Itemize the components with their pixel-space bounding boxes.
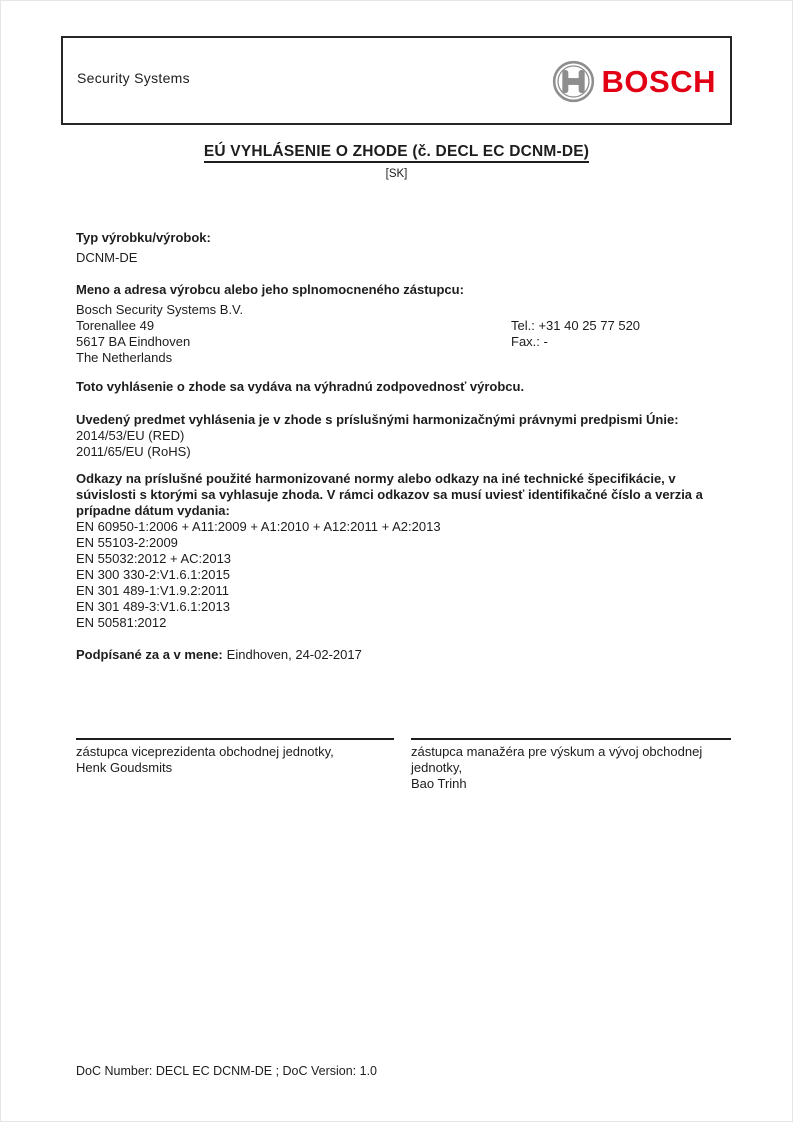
bosch-armature-icon	[552, 60, 595, 103]
manufacturer-address	[76, 302, 243, 366]
doc-number-footer: DoC Number: DECL EC DCNM-DE ; DoC Version: 1.0	[76, 1064, 378, 1078]
signatory-role: zástupca manažéra pre výskum a vývoj obchodnej jednotky,	[411, 744, 703, 775]
signatory-name: Bao Trinh	[411, 776, 467, 791]
signatory-name: Henk Goudsmits	[76, 760, 173, 775]
standard-item: EN 55032:2012 + AC:2013	[76, 551, 232, 566]
fax-value: Fax.: -	[511, 334, 548, 349]
standard-item: EN 301 489-3:V1.6.1:2013	[76, 599, 230, 614]
address-city: 5617 BA Eindhoven	[76, 334, 191, 349]
legislation-section	[76, 412, 741, 460]
product-type-label: Typ výrobku/výrobok:	[76, 230, 211, 245]
signatory-role: zástupca viceprezidenta obchodnej jednotky,	[76, 744, 334, 759]
letterhead-box	[61, 36, 732, 125]
signing-label: Podpísané za a v mene:	[76, 647, 223, 662]
address-country: The Netherlands	[76, 350, 173, 365]
contact-block	[511, 318, 640, 350]
signature-block-left	[76, 738, 394, 776]
standard-item: EN 301 489-1:V1.9.2:2011	[76, 583, 229, 598]
bosch-logotype: BOSCH	[601, 64, 716, 99]
brand-division-label: Security Systems	[77, 70, 190, 86]
address-street: Torenallee 49	[76, 318, 155, 333]
standard-item: EN 60950-1:2006 + A11:2009 + A1:2010 + A12:2011 + A2:2013	[76, 519, 441, 534]
legislation-item: 2014/53/EU (RED)	[76, 428, 185, 443]
signature-block-right	[411, 738, 731, 792]
signing-place-date: Eindhoven, 24-02-2017	[226, 647, 362, 662]
language-tag: [SK]	[385, 168, 408, 180]
manufacturer-label: Meno a adresa výrobcu alebo jeho splnomocneného zástupcu:	[76, 282, 464, 297]
product-type-value: DCNM-DE	[76, 250, 138, 265]
standards-section	[76, 471, 736, 631]
telephone-value: Tel.: +31 40 25 77 520	[511, 318, 641, 333]
standard-item: EN 300 330-2:V1.6.1:2015	[76, 567, 230, 582]
standard-item: EN 50581:2012	[76, 615, 167, 630]
manufacturer-name: Bosch Security Systems B.V.	[76, 302, 244, 317]
responsibility-statement: Toto vyhlásenie o zhode sa vydáva na výhradnú zodpovednosť výrobcu.	[76, 379, 525, 394]
signing-statement	[76, 647, 362, 663]
title-block	[1, 144, 792, 182]
legislation-label: Uvedený predmet vyhlásenia je v zhode s príslušnými harmonizačnými právnymi predpismi Únie:	[76, 412, 679, 427]
standard-item: EN 55103-2:2009	[76, 535, 178, 550]
document-title: EÚ VYHLÁSENIE O ZHODE (č. DECL EC DCNM-DE)	[204, 144, 589, 163]
legislation-item: 2011/65/EU (RoHS)	[76, 444, 191, 459]
bosch-logo	[552, 60, 716, 103]
standards-label: Odkazy na príslušné použité harmonizované normy alebo odkazy na iné technické špecifikácie, v súvislosti s ktorými sa vyhlasuje zhoda. V rámci odkazov sa musí uviesť identifikačné číslo a verzia a prípadne dátum vydania:	[76, 471, 703, 518]
